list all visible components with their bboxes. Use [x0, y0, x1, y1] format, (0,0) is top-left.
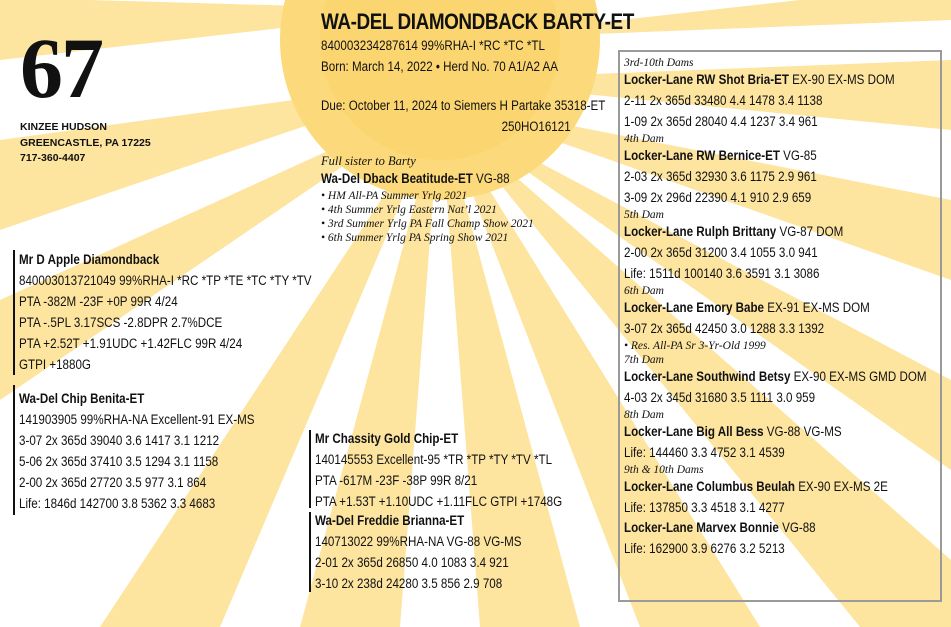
lot-number: 67 — [20, 20, 102, 116]
granddam-lines — [315, 531, 522, 594]
mgs-line: PTA +1.53T +1.10UDC +1.11FLC GTPI +1748G — [315, 494, 563, 509]
dam-section-score: EX-90 EX-MS GMD DOM — [790, 369, 927, 384]
due-line: Due: October 11, 2024 to Siemers H Partake 35318-ET — [321, 98, 606, 113]
consignor-name: KINZEE HUDSON — [20, 121, 107, 133]
dams-panel-header: 3rd-10th Dams — [624, 57, 694, 69]
dam-section-name-line — [624, 477, 908, 497]
dam-section-score: EX-90 EX-MS 2E — [794, 479, 888, 494]
dam-section-label: 8th Dam — [624, 409, 664, 421]
sire-line: PTA -382M -23F +0P 99R 4/24 — [19, 294, 178, 309]
mgs-name: Mr Chassity Gold Chip-ET — [315, 431, 459, 446]
dam-section-record: 2-00 2x 365d 31200 3.4 1055 3.0 941 — [624, 245, 818, 260]
dam-section — [624, 408, 951, 463]
dam-section-score: VG-87 DOM — [776, 224, 844, 239]
full-sister-caption: Full sister to Barty — [321, 154, 416, 168]
dam-section-score: VG-88 — [778, 520, 816, 535]
mgs-bar — [309, 430, 311, 508]
animal-born-line: Born: March 14, 2022 • Herd No. 70 A1/A2 AA — [321, 59, 559, 74]
dam-section-name: Locker-Lane RW Shot Bria-ET — [624, 72, 789, 87]
dam-section-record: Life: 162900 3.9 6276 3.2 5213 — [624, 541, 785, 556]
mgs-line: 140145553 Excellent-95 *TR *TP *TY *TV *TL — [315, 452, 553, 467]
dam-section-record: 2-11 2x 365d 33480 4.4 1478 3.4 1138 — [624, 93, 823, 108]
dam-section-label: 7th Dam — [624, 354, 664, 366]
dam-section-name: Locker-Lane RW Bernice-ET — [624, 148, 780, 163]
due-info — [321, 95, 605, 137]
dam-section-record: 2-03 2x 365d 32930 3.6 1175 2.9 961 — [624, 169, 817, 184]
full-sister-score: VG-88 — [472, 171, 510, 186]
dam-section-name-line — [624, 70, 908, 90]
granddam-line: 3-10 2x 238d 24280 3.5 856 2.9 708 — [315, 576, 503, 591]
sire-line: PTA -.5PL 3.17SCS -2.8DPR 2.7%DCE — [19, 315, 223, 330]
dam-section-record: Life: 144460 3.3 4752 3.1 4539 — [624, 445, 785, 460]
mgs-line: PTA -617M -23F -38P 99R 8/21 — [315, 473, 478, 488]
dam-section-name: Locker-Lane Big All Bess — [624, 424, 764, 439]
sire-name: Mr D Apple Diamondback — [19, 252, 160, 267]
sire-lines — [19, 270, 312, 375]
dam-section — [624, 353, 951, 408]
dam-lines — [19, 409, 255, 514]
dam-section-name-line — [624, 367, 927, 387]
dam-section-record: Life: 137850 3.3 4518 3.1 4277 — [624, 500, 785, 515]
dam-section-record: 3-09 2x 296d 22390 4.1 910 2.9 659 — [624, 190, 812, 205]
dam-section — [624, 518, 951, 559]
mgs-lines — [315, 449, 562, 512]
dam-section-score: EX-91 EX-MS DOM — [764, 300, 870, 315]
full-sister-name-line — [321, 169, 510, 189]
dam-section — [624, 463, 951, 518]
dam-section-name: Locker-Lane Southwind Betsy — [624, 369, 791, 384]
granddam-line: 140713022 99%RHA-NA VG-88 VG-MS — [315, 534, 522, 549]
animal-name: WA-DEL DIAMONDBACK BARTY-ET — [321, 9, 634, 34]
sire-line: PTA +2.52T +1.91UDC +1.42FLC 99R 4/24 — [19, 336, 243, 351]
honor-item: • 6th Summer Yrlg PA Spring Show 2021 — [321, 232, 509, 244]
granddam-bar — [309, 512, 311, 592]
mgs-block — [315, 428, 562, 512]
sire-bar — [13, 250, 15, 375]
dam-section-label: 4th Dam — [624, 133, 664, 145]
dam-section — [624, 70, 951, 132]
dam-line: 5-06 2x 365d 37410 3.5 1294 3.1 1158 — [19, 454, 219, 469]
dam-section-record: Life: 1511d 100140 3.6 3591 3.1 3086 — [624, 266, 820, 281]
granddam-line: 2-01 2x 365d 26850 4.0 1083 3.4 921 — [315, 555, 509, 570]
dam-block — [19, 388, 255, 514]
full-sister-name: Wa-Del Dback Beatitude-ET — [321, 171, 473, 186]
dam-section-name: Locker-Lane Rulph Brittany — [624, 224, 777, 239]
full-sister-honors — [321, 189, 540, 245]
dam-line: 3-07 2x 365d 39040 3.6 1417 3.1 1212 — [19, 433, 220, 448]
animal-details — [321, 35, 558, 77]
dam-section-name-line — [624, 298, 908, 318]
dam-section-name: Locker-Lane Marvex Bonnie — [624, 520, 779, 535]
sire-block — [19, 249, 312, 375]
dam-section-note: • Res. All-PA Sr 3-Yr-Old 1999 — [624, 340, 766, 352]
dam-section-record: 3-07 2x 365d 42450 3.0 1288 3.3 1392 — [624, 321, 825, 336]
consignor-phone: 717-360-4407 — [20, 152, 86, 164]
dam-section-name-line — [624, 422, 908, 442]
dam-section-name-line — [624, 222, 908, 242]
dam-section-score: VG-85 — [779, 148, 817, 163]
dam-section-name-line — [624, 146, 908, 166]
dam-section — [624, 284, 951, 353]
dams-sections — [624, 70, 951, 559]
dam-section-name: Locker-Lane Columbus Beulah — [624, 479, 795, 494]
dam-line: Life: 1846d 142700 3.8 5362 3.3 4683 — [19, 496, 216, 511]
due-sire-code: 250HO16121 — [501, 119, 571, 134]
dam-line: 2-00 2x 365d 27720 3.5 977 3.1 864 — [19, 475, 207, 490]
dams-panel — [624, 56, 951, 559]
granddam-name: Wa-Del Freddie Brianna-ET — [315, 513, 465, 528]
consignor-info — [20, 120, 151, 167]
dam-bar — [13, 385, 15, 515]
consignor-city: GREENCASTLE, PA 17225 — [20, 136, 151, 149]
honor-item: • 3rd Summer Yrlg PA Fall Champ Show 2021 — [321, 218, 534, 230]
honor-item: • 4th Summer Yrlg Eastern Nat’l 2021 — [321, 204, 497, 216]
dam-section-name-line — [624, 518, 908, 538]
dam-section-score: EX-90 EX-MS DOM — [788, 72, 895, 87]
granddam-block — [315, 510, 522, 594]
full-sister-block — [321, 153, 540, 245]
sire-line: 840003013721049 99%RHA-I *RC *TP *TE *TC *TY *TV — [19, 273, 312, 288]
dam-section-score: VG-88 VG-MS — [763, 424, 842, 439]
dam-section — [624, 132, 951, 208]
dam-line: 141903905 99%RHA-NA Excellent-91 EX-MS — [19, 412, 255, 427]
animal-id-line: 840003234287614 99%RHA-I *RC *TC *TL — [321, 38, 545, 53]
dam-section-name: Locker-Lane Emory Babe — [624, 300, 765, 315]
dam-name: Wa-Del Chip Benita-ET — [19, 391, 145, 406]
dam-section-label: 9th & 10th Dams — [624, 464, 704, 476]
dam-section-record: 1-09 2x 365d 28040 4.4 1237 3.4 961 — [624, 114, 818, 129]
dam-section-record: 4-03 2x 345d 31680 3.5 1111 3.0 959 — [624, 390, 816, 405]
sire-line: GTPI +1880G — [19, 357, 91, 372]
dam-section — [624, 208, 951, 284]
honor-item: • HM All-PA Summer Yrlg 2021 — [321, 190, 468, 202]
dam-section-label: 6th Dam — [624, 285, 664, 297]
dam-section-label: 5th Dam — [624, 209, 664, 221]
